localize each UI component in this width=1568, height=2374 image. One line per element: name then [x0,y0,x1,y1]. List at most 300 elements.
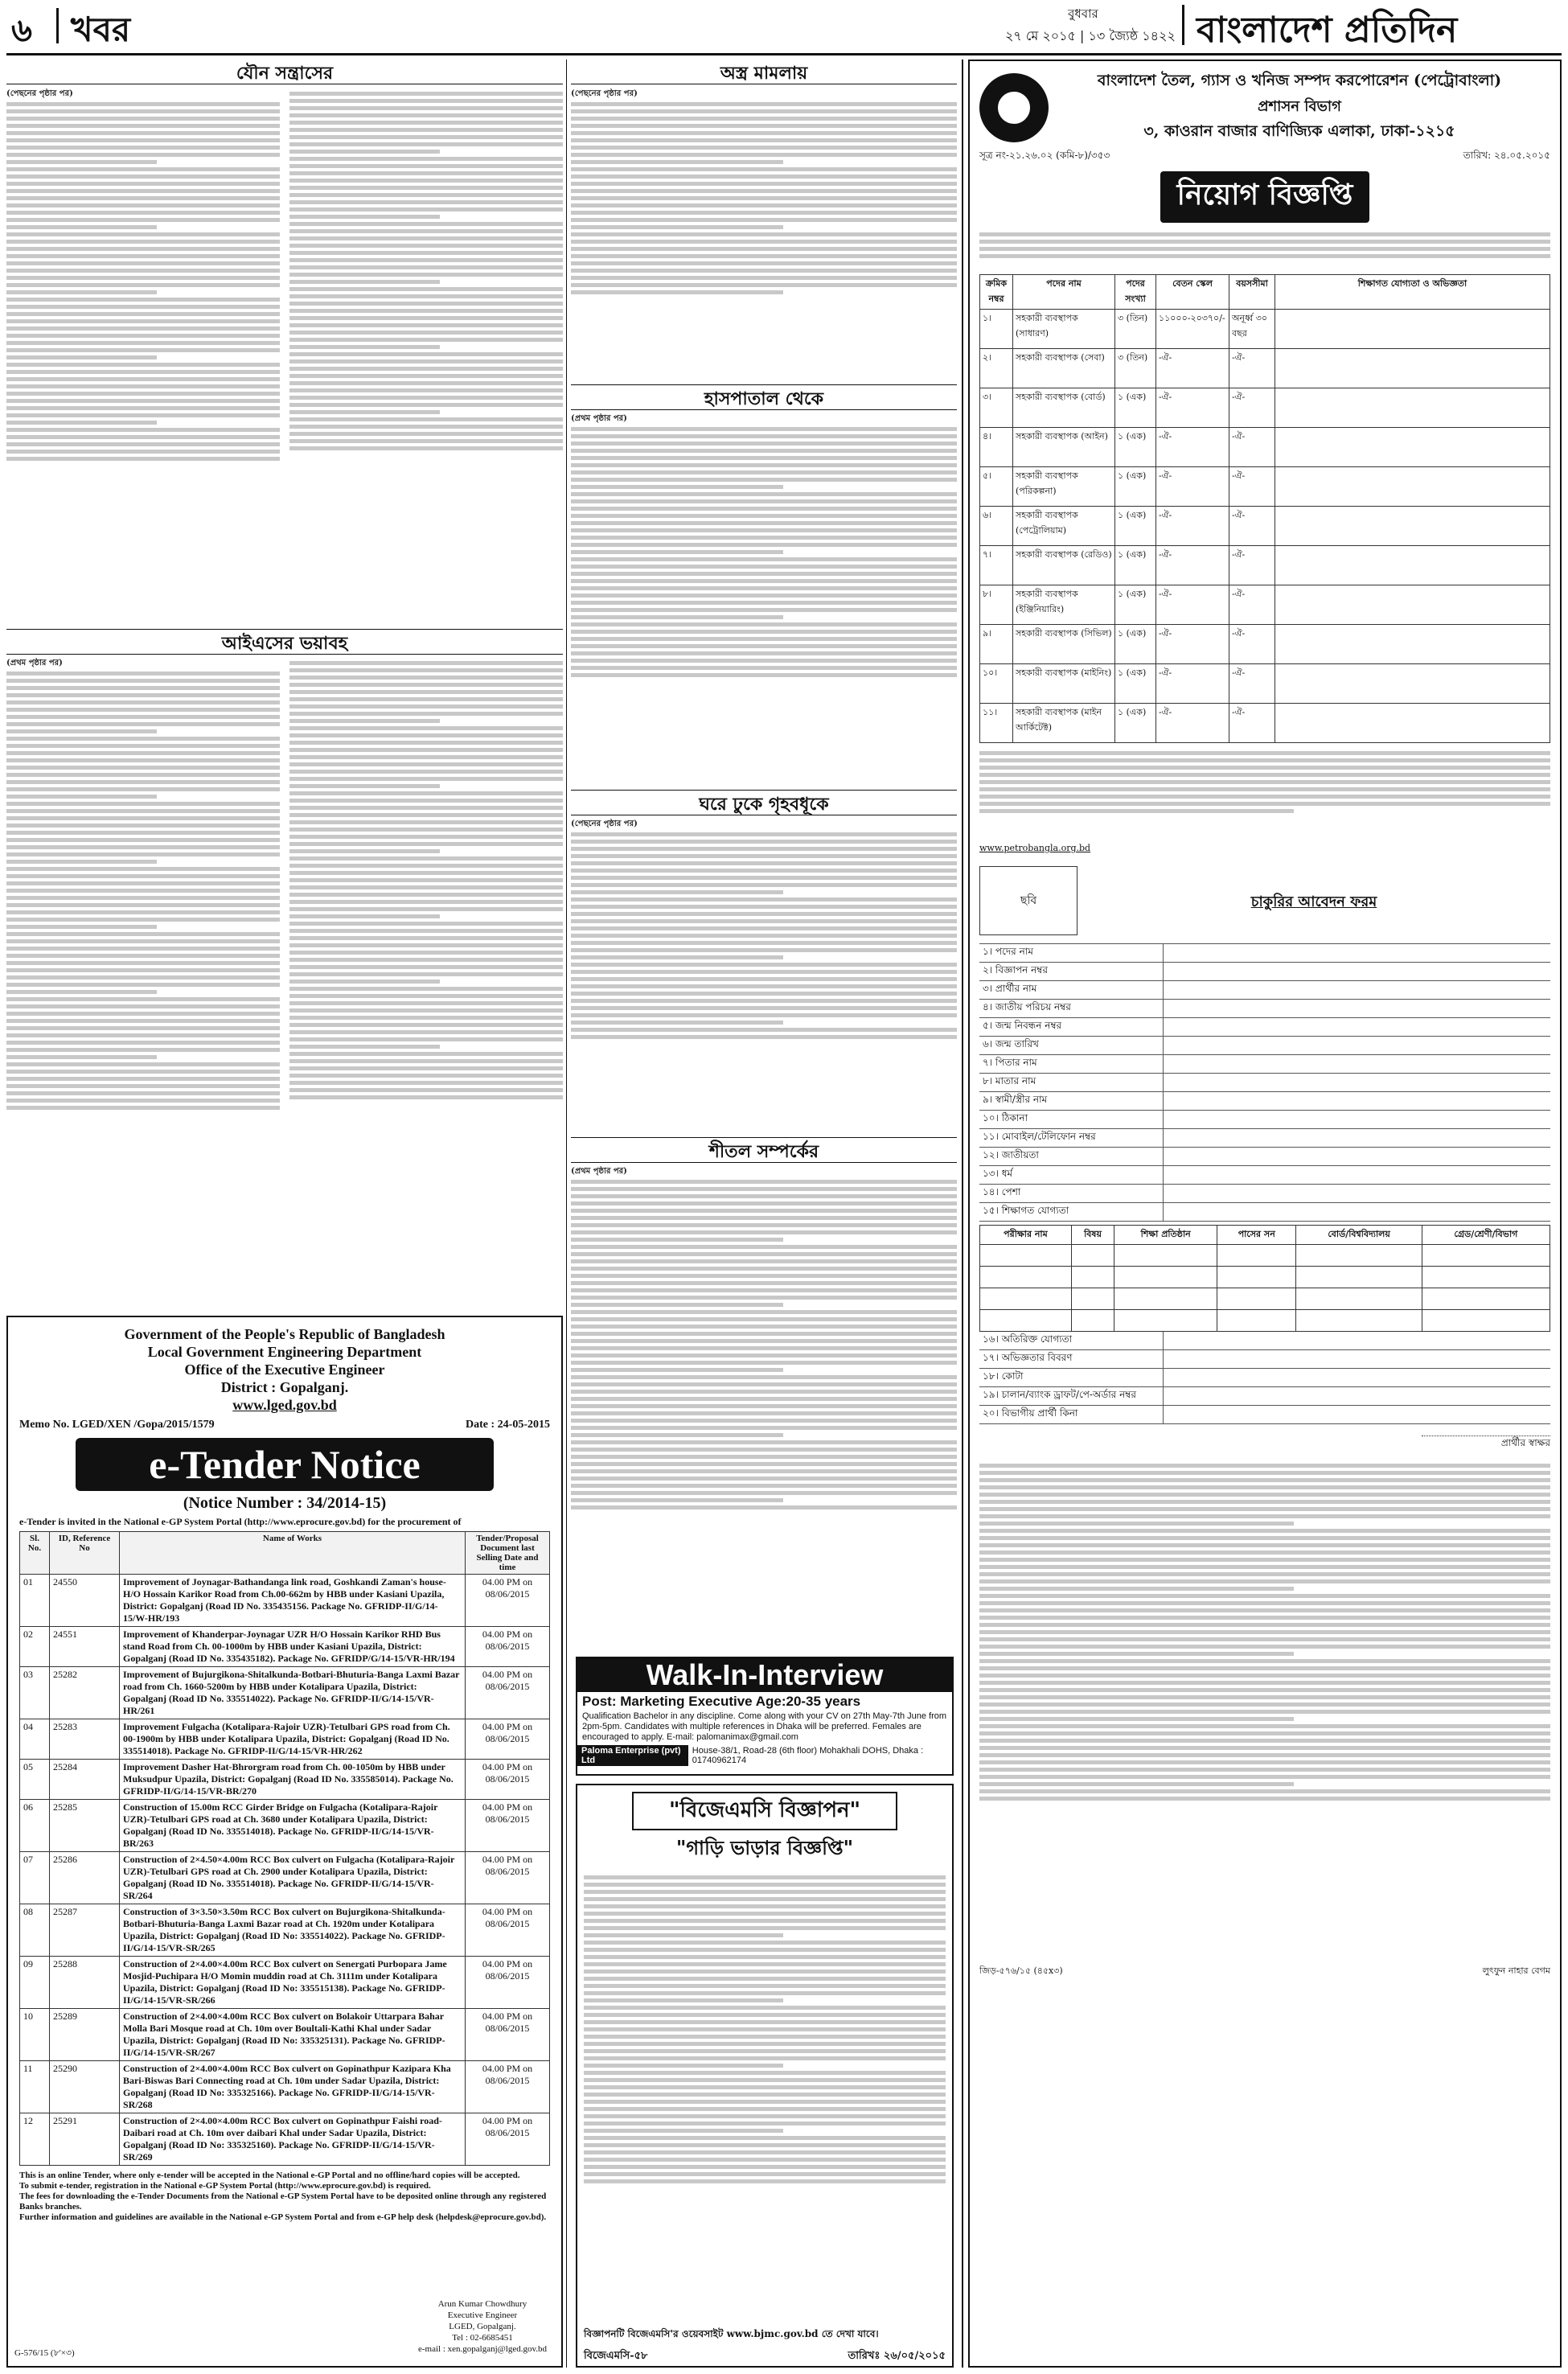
article-title: অস্ত্র মামলায় [571,60,957,84]
form-input[interactable] [1163,944,1550,962]
edu-cell[interactable] [1296,1267,1422,1288]
etender-notice [6,1316,563,2368]
tender-cell-time: 04.00 PM on 08/06/2015 [466,2061,550,2113]
form-row [979,1166,1550,1185]
body-text [289,661,563,1099]
article-lead: (পেছনের পৃষ্ঠার পর) [571,819,638,828]
edu-cell[interactable] [1071,1267,1114,1288]
job-cell-age: -ঐ- [1229,664,1275,704]
bjmc-body [584,1872,946,2323]
edu-cell[interactable] [980,1267,1072,1288]
tender-cell-id: 25289 [50,2009,120,2061]
edu-cell[interactable] [1217,1267,1296,1288]
edu-row [980,1310,1550,1332]
signer-office: LGED, Gopalganj. [449,2322,516,2331]
article-lead: (প্রথম পৃষ্ঠার পর) [571,1167,627,1176]
edu-header: বিষয় [1071,1226,1114,1245]
tender-cell-id: 24551 [50,1627,120,1667]
edu-row [980,1267,1550,1288]
walkin-address: House-38/1, Road-28 (6th floor) Mohakhali DOHS, Dhaka : 01740962174 [692,1746,924,1765]
petro-address: ৩, কাওরান বাজার বাণিজ্যিক এলাকা, ঢাকা-১২১৫ [1143,122,1455,140]
masthead [0,0,1568,55]
edu-cell[interactable] [1071,1245,1114,1267]
column-rule [566,60,567,2368]
masthead-day: বুধবার [1068,6,1098,21]
tender-row [20,1575,550,1627]
petro-org: বাংলাদেশ তৈল, গ্যাস ও খনিজ সম্পদ করপোরেশন (পেট্রোবাংলা) [1097,72,1502,89]
form-input[interactable] [1163,1055,1550,1073]
form-row [979,1037,1550,1055]
form-input[interactable] [1163,1074,1550,1091]
form-row [979,1406,1550,1424]
job-cell-qualification [1275,664,1550,704]
job-row [980,585,1550,625]
form-row [979,1332,1550,1350]
job-cell-age: -ঐ- [1229,467,1275,507]
tender-ad-code: G-576/15 (৮'×৩) [14,2348,75,2358]
job-row [980,704,1550,743]
job-cell-post: সহকারী ব্যবস্থাপক (আইন) [1013,428,1115,467]
walkin-body: Qualification Bachelor in any discipline. Come along with your CV on 27th May-7th June from 2pm-5pm. Candidates with multiple references in Dhaka will be preferred. Females are encouraged to apply. E-mail: palomanimax@gmail.com [582,1711,947,1742]
form-row [979,1350,1550,1369]
tender-cell-id: 24550 [50,1575,120,1627]
job-cell-post: সহকারী ব্যবস্থাপক (পরিকল্পনা) [1013,467,1115,507]
form-row [979,1129,1550,1148]
body-text [6,672,280,1110]
job-cell-scale: -ঐ- [1156,428,1229,467]
article-title: যৌন সন্ত্রাসের [6,60,563,84]
form-row [979,1148,1550,1166]
tender-cell-id: 25282 [50,1667,120,1719]
edu-cell[interactable] [1422,1267,1550,1288]
job-row [980,664,1550,704]
form-input[interactable] [1163,1387,1550,1405]
form-row [979,1000,1550,1018]
tender-cell-id: 25290 [50,2061,120,2113]
form-input[interactable] [1163,1000,1550,1017]
tender-memo: Memo No. LGED/XEN /Gopa/2015/1579 [19,1419,215,1431]
col-name: Name of Works [120,1532,466,1575]
edu-cell[interactable] [1422,1288,1550,1310]
section-name: খবর [71,10,131,49]
paper-logo: বাংলাদেশ প্রতিদিন [1197,10,1458,51]
application-form [979,943,1550,1452]
form-label: ১৩। ধর্ম [983,1168,1013,1179]
tender-cell-sl: 02 [20,1627,50,1667]
form-label: ২। বিজ্ঞাপন নম্বর [983,964,1048,975]
walkin-company: Paloma Enterprise (pvt) Ltd [577,1745,688,1766]
body-text [584,1875,946,2183]
form-label: ১০। ঠিকানা [983,1112,1028,1123]
job-cell-count: ১ (এক) [1115,546,1156,585]
tender-footer-2: To submit e-tender, registration in the National e-GP System Portal (http://www.eprocure.gov.bd) is required. [19,2181,431,2191]
job-cell-qualification [1275,428,1550,467]
edu-cell[interactable] [980,1288,1072,1310]
tender-cell-time: 04.00 PM on 08/06/2015 [466,1760,550,1800]
bjmc-subtitle: "গাড়ি ভাড়ার বিজ্ঞপ্তি" [675,1836,854,1859]
job-cell-qualification [1275,625,1550,664]
job-cell-n: ৪। [980,428,1013,467]
tender-cell-name: Construction of 15.00m RCC Girder Bridge on Fulgacha (Kotalipara-Rajoir UZR)-Tetulbari GPS road at Ch. 3680 under Kotalipara Upazila, District: Gopalganj (Road ID No. 335514018). Package No. GFRIDP-II/G/14-15/VR-BR/263 [120,1800,466,1852]
walkin-post: Post: Marketing Executive Age:20-35 years [582,1694,861,1709]
job-cell-post: সহকারী ব্যবস্থাপক (পেট্রোলিয়াম) [1013,507,1115,546]
col-serial: ক্রমিক নম্বর [980,275,1013,310]
form-label: ৭। পিতার নাম [983,1057,1037,1068]
form-label: ১৪। পেশা [983,1186,1021,1197]
form-input[interactable] [1163,1129,1550,1147]
edu-cell[interactable] [1071,1288,1114,1310]
edu-cell[interactable] [1217,1245,1296,1267]
tender-cell-time: 04.00 PM on 08/06/2015 [466,1667,550,1719]
body-text [979,751,1550,813]
job-cell-n: ৫। [980,467,1013,507]
tender-cell-time: 04.00 PM on 08/06/2015 [466,1627,550,1667]
tender-cell-sl: 10 [20,2009,50,2061]
form-row [979,1018,1550,1037]
signer-email[interactable]: e-mail : xen.gopalganj@lged.gov.bd [417,2344,547,2354]
edu-cell[interactable] [1217,1310,1296,1332]
job-cell-scale: -ঐ- [1156,704,1229,743]
job-cell-n: ১। [980,310,1013,349]
edu-cell[interactable] [1296,1310,1422,1332]
edu-cell[interactable] [1114,1245,1217,1267]
form-input[interactable] [1163,1092,1550,1110]
form-input[interactable] [1163,1406,1550,1423]
tender-cell-sl: 09 [20,1957,50,2009]
edu-cell[interactable] [1296,1245,1422,1267]
tender-row [20,1800,550,1852]
tender-cell-time: 04.00 PM on 08/06/2015 [466,1575,550,1627]
form-row [979,1092,1550,1111]
edu-cell[interactable] [980,1245,1072,1267]
tender-footer-3: The fees for downloading the e-Tender Documents from the National e-GP System Portal have to be deposited online through any registered Banks branches. [19,2191,547,2212]
job-cell-count: ১ (এক) [1115,625,1156,664]
article-title: হাসপাতাল থেকে [571,384,957,410]
job-cell-n: ১১। [980,704,1013,743]
job-cell-scale: ১১০০০-২০৩৭০/- [1156,310,1229,349]
form-label: ১২। জাতীয়তা [983,1149,1039,1160]
col-date: Tender/Proposal Document last Selling Date and time [466,1532,550,1575]
signer-title: Executive Engineer [447,2310,518,2320]
job-cell-count: ১ (এক) [1115,428,1156,467]
form-input[interactable] [1163,1350,1550,1368]
job-cell-scale: -ঐ- [1156,467,1229,507]
job-cell-qualification [1275,546,1550,585]
job-cell-n: ৯। [980,625,1013,664]
edu-cell[interactable] [1422,1245,1550,1267]
job-cell-post: সহকারী ব্যবস্থাপক (মাইনিং) [1013,664,1115,704]
jobs-table [979,274,1550,743]
job-cell-qualification [1275,310,1550,349]
article-body [571,1166,957,1649]
article-body [571,88,957,378]
tender-cell-time: 04.00 PM on 08/06/2015 [466,1904,550,1957]
form-label: ১৮। কোটা [983,1370,1024,1382]
form-row [979,1185,1550,1203]
education-table [979,1225,1550,1332]
masthead-divider [56,8,59,43]
job-cell-age: অনূর্ধ্ব ৩০ বছর [1229,310,1275,349]
job-cell-age: -ঐ- [1229,585,1275,625]
job-row [980,467,1550,507]
tender-cell-sl: 12 [20,2113,50,2166]
col-scale: বেতন স্কেল [1156,275,1229,310]
form-title: চাকুরির আবেদন ফরম [1250,893,1377,910]
col-post: পদের নাম [1013,275,1115,310]
tender-cell-id: 25284 [50,1760,120,1800]
article-title: শীতল সম্পর্কের [571,1137,957,1163]
tender-notice-number: (Notice Number : 34/2014-15) [183,1494,387,1512]
form-input[interactable] [1163,1148,1550,1165]
job-cell-scale: -ঐ- [1156,349,1229,388]
edu-cell[interactable] [1114,1310,1217,1332]
article-ghore [571,790,957,1134]
tender-row [20,1904,550,1957]
tender-cell-name: Improvement Dasher Hat-Bhrorgram road from Ch. 00-1050m by HBB under Muksudpur Upazila, District: Gopalganj (Road ID No. 335585014). Package No. GFRIDP-II/G/14-15/VR-BR/270 [120,1760,466,1800]
signer-name: Arun Kumar Chowdhury [437,2299,527,2309]
form-label: ২০। বিভাগীয় প্রার্থী কিনা [983,1407,1078,1419]
tender-table [19,1531,550,2166]
job-cell-n: ৬। [980,507,1013,546]
form-input[interactable] [1163,1018,1550,1036]
column-rule [962,60,963,2368]
edu-cell[interactable] [1114,1288,1217,1310]
article-jouno [6,60,563,622]
job-cell-count: ৩ (তিন) [1115,310,1156,349]
tender-cell-sl: 11 [20,2061,50,2113]
form-input[interactable] [1163,1332,1550,1349]
masthead-date: ২৭ মে ২০১৫ | ১৩ জ্যৈষ্ঠ ১৪২২ [1005,28,1176,43]
job-cell-scale: -ঐ- [1156,507,1229,546]
form-label: ৪। জাতীয় পরিচয় নম্বর [983,1001,1071,1012]
job-cell-post: সহকারী ব্যবস্থাপক (সেবা) [1013,349,1115,388]
tender-cell-time: 04.00 PM on 08/06/2015 [466,1800,550,1852]
form-input[interactable] [1163,1203,1550,1221]
job-cell-count: ১ (এক) [1115,507,1156,546]
article-hospital [571,384,957,787]
form-label: ৬। জন্ম তারিখ [983,1038,1039,1049]
form-row [979,981,1550,1000]
job-row [980,388,1550,428]
tender-row [20,1627,550,1667]
tender-row [20,2061,550,2113]
job-cell-post: সহকারী ব্যবস্থাপক (রেডিও) [1013,546,1115,585]
col-count: পদের সংখ্যা [1115,275,1156,310]
edu-header: পরীক্ষার নাম [980,1226,1072,1245]
job-cell-n: ২। [980,349,1013,388]
tender-footer-4: Further information and guidelines are available in the National e-GP System Portal and from e-GP help desk (helpdesk@eprocure.gov.bd). [19,2212,547,2222]
form-row [979,944,1550,963]
walkin-ad [576,1657,954,1776]
article-is [6,629,563,1304]
col-age: বয়সসীমা [1229,275,1275,310]
job-cell-count: ১ (এক) [1115,664,1156,704]
masthead-rule [6,53,1562,55]
form-label: ১৭। অভিজ্ঞতার বিবরণ [983,1352,1073,1363]
edu-cell[interactable] [1071,1310,1114,1332]
bjmc-ad [576,1784,954,2368]
form-input[interactable] [1163,981,1550,999]
article-ostro [571,60,957,381]
petro-officer: লুৎফুন নাহার বেগম [1482,1965,1550,1976]
form-input[interactable] [1163,1166,1550,1184]
form-label: ১৫। শিক্ষাগত যোগ্যতা [983,1205,1069,1216]
job-cell-qualification [1275,349,1550,388]
edu-header: বোর্ড/বিশ্ববিদ্যালয় [1296,1226,1422,1245]
tender-cell-time: 04.00 PM on 08/06/2015 [466,2113,550,2166]
form-row [979,963,1550,981]
form-input[interactable] [1163,1185,1550,1202]
body-text [571,427,957,677]
tender-cell-name: Construction of 2×4.00×4.00m RCC Box culvert on Gopinathpur Kazipara Kha Bari-Biswas Bari Connecting road at Ch. 10m under Sadar Upazila, District: Gopalganj (Road ID No: 335325166). Package No. GFRIDP-II/G/14-15/VR-SR/268 [120,2061,466,2113]
edu-cell[interactable] [1296,1288,1422,1310]
tender-office: Office of the Executive Engineer [184,1362,385,1378]
form-row [979,1369,1550,1387]
photo-label: ছবি [1020,894,1037,907]
edu-cell[interactable] [1114,1267,1217,1288]
tender-cell-id: 25287 [50,1904,120,1957]
job-row [980,546,1550,585]
form-label: ১৬। অতিরিক্ত যোগ্যতা [983,1333,1073,1345]
tender-intro: e-Tender is invited in the National e-GP System Portal (http://www.eprocure.gov.bd) for the procurement of [19,1516,462,1527]
job-cell-count: ৩ (তিন) [1115,349,1156,388]
form-label: ১। পদের নাম [983,946,1033,957]
petro-conditions [979,748,1550,843]
article-lead: (পেছনের পৃষ্ঠার পর) [6,89,73,98]
tender-cell-time: 04.00 PM on 08/06/2015 [466,2009,550,2061]
form-input[interactable] [1163,1037,1550,1054]
tender-row [20,2113,550,2166]
job-cell-scale: -ঐ- [1156,625,1229,664]
petro-website[interactable]: www.petrobangla.org.bd [979,843,1091,853]
form-input[interactable] [1163,1369,1550,1386]
form-label: ৮। মাতার নাম [983,1075,1036,1086]
job-row [980,428,1550,467]
tender-cell-name: Construction of 2×4.00×4.00m RCC Box culvert on Senergati Purbopara Jame Mosjid-Puchipara H/O Momin muddin road at Ch. 3111m under Kotalipara Upazila, District: Gopalganj (Road ID No: 335515138). Package No. GFRIDP-II/G/14-15/VR-SR/266 [120,1957,466,2009]
body-text [571,832,957,1039]
article-lead: (প্রথম পৃষ্ঠার পর) [571,414,627,423]
form-row [979,1387,1550,1406]
body-text [289,92,563,450]
bjmc-date: তারিখঃ ২৬/০৫/২০১৫ [848,2350,946,2362]
job-cell-age: -ঐ- [1229,388,1275,428]
job-row [980,349,1550,388]
edu-cell[interactable] [1217,1288,1296,1310]
job-cell-age: -ঐ- [1229,546,1275,585]
article-body-col2 [289,88,563,619]
petro-dept: প্রশাসন বিভাগ [1258,98,1341,115]
body-text [6,102,280,461]
form-label: ১১। মোবাইল/টেলিফোন নম্বর [983,1131,1096,1142]
tender-cell-time: 04.00 PM on 08/06/2015 [466,1852,550,1904]
article-body [571,819,957,1131]
tender-cell-time: 04.00 PM on 08/06/2015 [466,1719,550,1760]
tender-website[interactable]: www.lged.gov.bd [232,1397,337,1413]
tender-cell-name: Construction of 2×4.00×4.00m RCC Box culvert on Gopinathpur Faishi road-Daibari road at Ch. 10m over daibari Khal under Sadar Upazila, District: Gopalganj (Road ID No: 335325160). Package No. GFRIDP-II/G/14-15/VR-SR/269 [120,2113,466,2166]
job-cell-qualification [1275,585,1550,625]
edu-header: গ্রেড/শ্রেণী/বিভাগ [1422,1226,1550,1245]
tender-cell-name: Improvement of Khanderpar-Joynagar UZR H/O Hossain Karikor RHD Bus stand Road from Ch. 00-1000m by HBB under Kasiani Upazila, District: Gopalganj (Road ID No. 335435182). Package No. GFRIDP/G/14-15/VR-HR/194 [120,1627,466,1667]
edu-cell[interactable] [1422,1310,1550,1332]
form-label: ৯। স্বামী/স্ত্রীর নাম [983,1094,1048,1105]
job-cell-n: ১০। [980,664,1013,704]
tender-cell-name: Construction of 2×4.50×4.00m RCC Box culvert on Fulgacha (Kotalipara-Rajoir UZR)-Tetulbari GPS road at Ch. 2900 under Kotalipara Upazila, District: Gopalganj (Road ID No. 335514018). Package No. GFRIDP-II/G/14-15/VR-SR/264 [120,1852,466,1904]
col-id: ID, Reference No [50,1532,120,1575]
applicant-signature: প্রার্থীর স্বাক্ষর [1422,1435,1550,1452]
tender-row [20,1719,550,1760]
job-cell-post: সহকারী ব্যবস্থাপক (ইঞ্জিনিয়ারিং) [1013,585,1115,625]
job-cell-qualification [1275,388,1550,428]
job-cell-post: সহকারী ব্যবস্থাপক (সাধারণ) [1013,310,1115,349]
form-label: ১৯। চালান/ব্যাংক ড্রাফট/পে-অর্ডার নম্বর [983,1389,1136,1400]
edu-header: পাসের সন [1217,1226,1296,1245]
job-cell-scale: -ঐ- [1156,585,1229,625]
form-row [979,1111,1550,1129]
tender-cell-time: 04.00 PM on 08/06/2015 [466,1957,550,2009]
photo-box [979,866,1077,935]
tender-row [20,1957,550,2009]
petrobangla-notice [968,60,1562,2368]
petro-ad-code: জিড়-৫৭৬/১৫ (৪৫x৩) [979,1965,1063,1976]
tender-gov: Government of the People's Republic of Bangladesh [124,1326,445,1342]
petro-instructions [979,1460,1550,1959]
tender-cell-sl: 05 [20,1760,50,1800]
tender-cell-name: Improvement Fulgacha (Kotalipara-Rajoir UZR)-Tetulbari GPS road from Ch. 00-1900m by HBB under Kotalipara Upazila, District: Gopalganj (Road ID No. 335514018). Package No. GFRIDP-II/G/14-15/VR-HR/262 [120,1719,466,1760]
petrobangla-logo-icon [979,73,1049,142]
article-body-col2 [289,658,563,1301]
article-shitol [571,1137,957,1652]
tender-footer-1: This is an online Tender, where only e-tender will be accepted in the National e-GP Portal and no offline/hard copies will be accepted. [19,2171,520,2180]
tender-cell-sl: 07 [20,1852,50,1904]
article-title: ঘরে ঢুকে গৃহবধূকে [571,790,957,815]
job-cell-qualification [1275,467,1550,507]
body-text [571,102,957,294]
col-qualification: শিক্ষাগত যোগ্যতা ও অভিজ্ঞতা [1275,275,1550,310]
article-title: আইএসের ভয়াবহ [6,629,563,655]
form-row [979,1055,1550,1074]
tender-cell-id: 25285 [50,1800,120,1852]
bjmc-title: "বিজেএমসি বিজ্ঞাপন" [632,1792,897,1830]
tender-cell-sl: 03 [20,1667,50,1719]
tender-cell-name: Improvement of Joynagar-Bathandanga link road, Goshkandi Zaman's house-H/O Hossain Karikor Road from Ch.00-662m by HBB under Kasiani Upazila, District: Gopalganj (Road ID No. 335435156. Package No. GFRIDP-II/G/14-15/W-HR/193 [120,1575,466,1627]
job-cell-post: সহকারী ব্যবস্থাপক (সিভিল) [1013,625,1115,664]
job-cell-count: ১ (এক) [1115,467,1156,507]
form-label: ৩। প্রার্থীর নাম [983,983,1037,994]
job-cell-scale: -ঐ- [1156,388,1229,428]
job-row [980,625,1550,664]
tender-cell-id: 25283 [50,1719,120,1760]
tender-cell-id: 25288 [50,1957,120,2009]
walkin-title: Walk-In-Interview [577,1658,952,1692]
article-body [571,413,957,783]
form-input[interactable] [1163,963,1550,980]
job-cell-age: -ঐ- [1229,428,1275,467]
article-lead: (পেছনের পৃষ্ঠার পর) [571,89,638,98]
form-input[interactable] [1163,1111,1550,1128]
tender-cell-sl: 04 [20,1719,50,1760]
tender-date: Date : 24-05-2015 [466,1419,550,1431]
form-row [979,1074,1550,1092]
job-cell-age: -ঐ- [1229,507,1275,546]
tender-row [20,2009,550,2061]
page-number: ৬ [11,11,33,49]
edu-row [980,1245,1550,1267]
form-label: ৫। জন্ম নিবন্ধন নম্বর [983,1020,1062,1031]
bjmc-website[interactable]: বিজ্ঞাপনটি বিজেএমসি'র ওয়েবসাইট www.bjmc.gov.bd তে দেখা যাবে। [584,2328,879,2339]
edu-cell[interactable] [980,1310,1072,1332]
job-cell-age: -ঐ- [1229,625,1275,664]
job-row [980,507,1550,546]
